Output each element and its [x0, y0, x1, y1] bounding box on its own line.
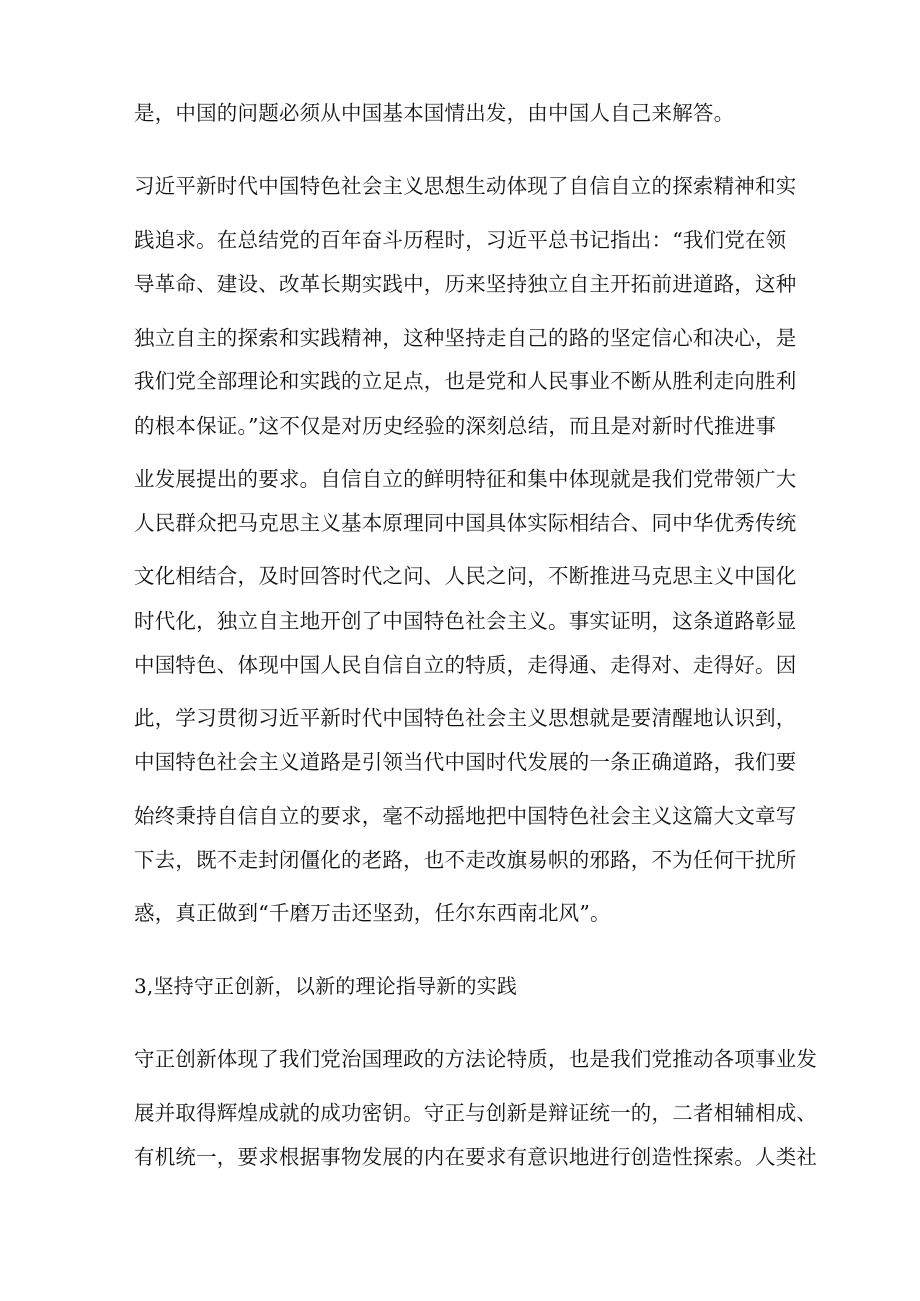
paragraph-line: 始终秉持自信自立的要求，毫不动摇地把中国特色社会主义这篇大文章写	[134, 804, 797, 828]
paragraph-line: 中国特色社会主义道路是引领当代中国时代发展的一条正确道路，我们要	[134, 750, 797, 774]
paragraph-line: 下去，既不走封闭僵化的老路，也不走改旗易帜的邪路，不为任何干扰所	[134, 848, 797, 872]
paragraph-line: 展并取得辉煌成就的成功密钥。守正与创新是辩证统一的，二者相辅相成、	[134, 1101, 818, 1125]
paragraph-line: 独立自主的探索和实践精神，这种坚持走自己的路的坚定信心和决心，是	[134, 326, 797, 350]
paragraph-line: 人民群众把马克思主义基本原理同中国具体实际相结合、同中华优秀传统	[134, 511, 797, 535]
paragraph-line: 我们党全部理论和实践的立足点，也是党和人民事业不断从胜利走向胜利	[134, 369, 797, 393]
paragraph-line: 惑，真正做到“千磨万击还坚劲，任尔东西南北风”。	[134, 901, 611, 925]
paragraph-line: 的根本保证。”这不仅是对历史经验的深刻总结，而且是对新时代推进事	[134, 414, 777, 438]
paragraph-line: 有机统一，要求根据事物发展的内在要求有意识地进行创造性探索。人类社	[134, 1145, 818, 1169]
paragraph-line: 是，中国的问题必须从中国基本国情出发，由中国人自己来解答。	[134, 101, 735, 125]
paragraph-line: 习近平新时代中国特色社会主义思想生动体现了自信自立的探索精神和实	[134, 174, 797, 198]
paragraph-line: 导革命、建设、改革长期实践中，历来坚持独立自主开拓前进道路，这种	[134, 272, 797, 296]
paragraph-line: 中国特色、体现中国人民自信自立的特质，走得通、走得对、走得好。因	[134, 653, 797, 677]
paragraph-line: 时代化，独立自主地开创了中国特色社会主义。事实证明，这条道路彰显	[134, 609, 797, 633]
paragraph-line: 守正创新体现了我们党治国理政的方法论特质，也是我们党推动各项事业发	[134, 1047, 818, 1071]
paragraph-line: 践追求。在总结党的百年奋斗历程时，习近平总书记指出：“我们党在领	[134, 228, 787, 252]
section-heading: 3,坚持守正创新，以新的理论指导新的实践	[134, 974, 518, 998]
paragraph-line: 业发展提出的要求。自信自立的鲜明特征和集中体现就是我们党带领广大	[134, 467, 797, 491]
paragraph-line: 文化相结合，及时回答时代之问、人民之问，不断推进马克思主义中国化	[134, 564, 797, 588]
paragraph-line: 此，学习贯彻习近平新时代中国特色社会主义思想就是要清醒地认识到，	[134, 706, 797, 730]
